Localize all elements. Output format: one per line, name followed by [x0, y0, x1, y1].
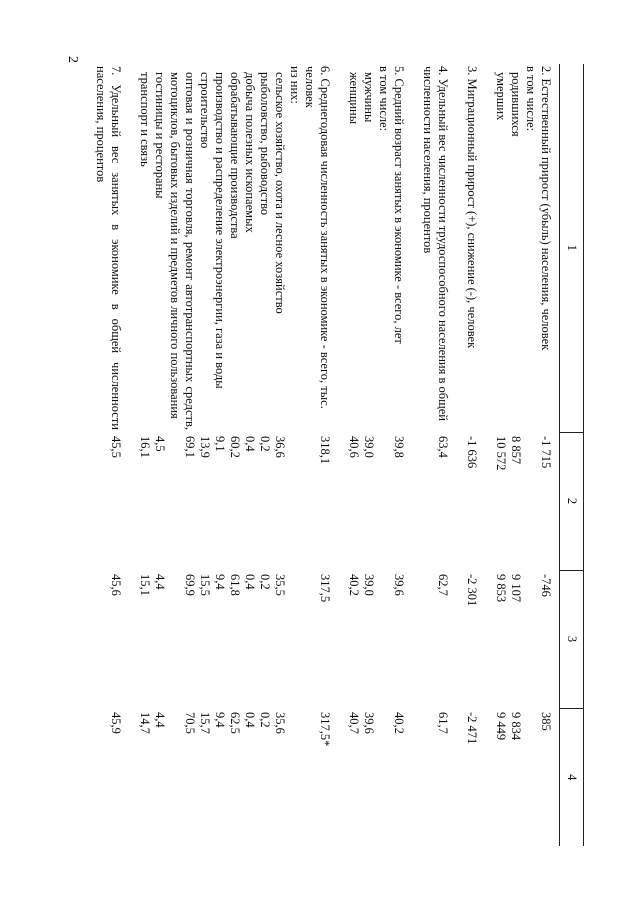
- value-col-2: 39,8: [392, 436, 406, 458]
- value-col-3: 40,2: [347, 574, 361, 596]
- row-label: мужчины: [362, 72, 376, 123]
- table-row: [287, 64, 302, 846]
- value-col-3: 4,4: [153, 574, 167, 590]
- value-col-2: [376, 432, 391, 570]
- value-col-3: 9 107: [509, 574, 523, 603]
- value-col-4: [332, 708, 346, 846]
- value-col-4: 9,4: [213, 712, 227, 728]
- row-label: строительство: [198, 72, 212, 149]
- column-header-2: 2: [560, 432, 584, 570]
- row-label: 6. Среднегодовая численность занятых в экономике - всего, тыс. человек: [303, 66, 332, 409]
- value-col-4: 385: [539, 712, 553, 731]
- row-label: женщины: [347, 72, 361, 125]
- column-header-3: 3: [560, 570, 584, 708]
- table-row: [420, 64, 450, 846]
- table-row: [508, 64, 523, 846]
- value-col-3: [406, 570, 420, 708]
- row-label: транспорт и связь: [138, 72, 152, 167]
- row-label: [479, 64, 493, 432]
- table-row: [538, 64, 560, 846]
- value-col-2: [479, 432, 493, 570]
- value-col-3: 9 853: [494, 574, 508, 603]
- value-col-4: [376, 708, 391, 846]
- value-col-2: [406, 432, 420, 570]
- table-row: [257, 64, 272, 846]
- table-row: [227, 64, 242, 846]
- table-row: [376, 64, 391, 846]
- value-col-2: 36,6: [273, 436, 287, 458]
- value-col-3: [450, 570, 464, 708]
- value-col-4: 35,6: [273, 712, 287, 734]
- table-row: [302, 64, 332, 846]
- table-row: [212, 64, 227, 846]
- page-number: 2: [65, 56, 80, 63]
- row-label: сельское хозяйство, охота и лесное хозяйство: [273, 72, 287, 314]
- value-col-4: 4,4: [153, 712, 167, 728]
- value-col-4: [123, 708, 137, 846]
- table-row: [93, 64, 123, 846]
- value-col-4: [450, 708, 464, 846]
- value-col-3: [523, 570, 538, 708]
- row-label: оптовая и розничная торговля, ремонт автотранспортных средств, мотоциклов, бытовых изделий и предметов личного пользования: [168, 72, 197, 430]
- value-col-3: [479, 570, 493, 708]
- row-label: [123, 64, 137, 432]
- value-col-4: 62,5: [228, 712, 242, 734]
- value-col-2: [123, 432, 137, 570]
- value-col-3: 317,5: [318, 574, 332, 603]
- value-col-3: 15,1: [138, 574, 152, 596]
- value-col-2: 13,9: [198, 436, 212, 458]
- value-col-4: 45,9: [109, 712, 123, 734]
- value-col-2: 63,4: [436, 436, 450, 458]
- value-col-2: [523, 432, 538, 570]
- spacer-row: [406, 64, 420, 846]
- spacer-row: [332, 64, 346, 846]
- table-row: [137, 64, 152, 846]
- value-col-4: 40,7: [347, 712, 361, 734]
- table-body: [93, 64, 560, 846]
- table-row: [361, 64, 376, 846]
- row-label: 7. Удельный вес занятых в экономике в общей численности населения, процентов: [94, 66, 123, 430]
- row-label: рыболовство, рыбоводство: [258, 72, 272, 216]
- spacer-row: [123, 64, 137, 846]
- row-label: в том числе:: [377, 66, 391, 132]
- column-header-1: 1: [560, 64, 584, 432]
- value-col-4: 0,4: [243, 712, 257, 728]
- table-row: [272, 64, 287, 846]
- value-col-3: 39,0: [362, 574, 376, 596]
- value-col-3: [332, 570, 346, 708]
- value-col-3: 62,7: [436, 574, 450, 596]
- value-col-2: 4,5: [153, 436, 167, 452]
- value-col-4: -2 471: [465, 712, 479, 745]
- spacer-row: [479, 64, 493, 846]
- row-label: 4. Удельный вес численности трудоспособного населения в общей численности населения, процентов: [421, 66, 450, 421]
- value-col-3: 0,2: [258, 574, 272, 590]
- row-label: в том числе:: [524, 66, 538, 132]
- value-col-3: 45,6: [109, 574, 123, 596]
- row-label: умерших: [494, 72, 508, 121]
- row-label: обрабатывающие производства: [228, 72, 242, 239]
- value-col-2: 8 857: [509, 436, 523, 465]
- header-row: [560, 64, 584, 846]
- value-col-2: 9,1: [213, 436, 227, 452]
- row-label: [406, 64, 420, 432]
- value-col-2: 318,1: [318, 436, 332, 465]
- value-col-4: 9 449: [494, 712, 508, 741]
- value-col-2: [287, 432, 302, 570]
- value-col-2: 0,4: [243, 436, 257, 452]
- value-col-3: -2 301: [465, 574, 479, 607]
- row-label: производство и распределение электроэнергии, газа и воды: [213, 72, 227, 389]
- value-col-4: 61,7: [436, 712, 450, 734]
- value-col-2: -1 636: [465, 436, 479, 469]
- row-label: родившихся: [509, 72, 523, 137]
- row-label: 2. Естественный прирост (убыль) населения, человек: [539, 66, 553, 351]
- value-col-2: 16,1: [138, 436, 152, 458]
- value-col-2: 39,0: [362, 436, 376, 458]
- value-col-4: 40,2: [392, 712, 406, 734]
- value-col-3: 39,6: [392, 574, 406, 596]
- value-col-4: 317,5*: [318, 712, 332, 747]
- value-col-4: [406, 708, 420, 846]
- value-col-4: [523, 708, 538, 846]
- table-row: [464, 64, 479, 846]
- value-col-4: 9 834: [509, 712, 523, 741]
- value-col-2: 60,2: [228, 436, 242, 458]
- value-col-3: 35,5: [273, 574, 287, 596]
- row-label: гостиницы и рестораны: [153, 72, 167, 199]
- value-col-2: 0,2: [258, 436, 272, 452]
- spacer-row: [450, 64, 464, 846]
- value-col-2: -1 715: [539, 436, 553, 469]
- table-row: [167, 64, 197, 846]
- value-col-3: -746: [539, 574, 553, 597]
- value-col-2: [450, 432, 464, 570]
- table-row: [346, 64, 361, 846]
- row-label: добыча полезных ископаемых: [243, 72, 257, 233]
- value-col-4: 14,7: [138, 712, 152, 734]
- table-row: [242, 64, 257, 846]
- value-col-3: 9,4: [213, 574, 227, 590]
- value-col-3: 0,4: [243, 574, 257, 590]
- value-col-3: 69,9: [183, 574, 197, 596]
- value-col-2: 10 572: [494, 436, 508, 471]
- value-col-2: 45,5: [109, 436, 123, 458]
- value-col-4: [287, 708, 302, 846]
- table-row: [523, 64, 538, 846]
- value-col-2: 40,6: [347, 436, 361, 458]
- column-header-4: 4: [560, 708, 584, 846]
- value-col-4: [479, 708, 493, 846]
- value-col-3: 61,8: [228, 574, 242, 596]
- value-col-4: 15,7: [198, 712, 212, 734]
- statistics-table-container: [94, 64, 584, 846]
- value-col-3: [376, 570, 391, 708]
- value-col-2: 69,1: [183, 436, 197, 458]
- value-col-4: 0,2: [258, 712, 272, 728]
- value-col-3: [287, 570, 302, 708]
- table-row: [493, 64, 508, 846]
- row-label: [332, 64, 346, 432]
- statistics-table: [93, 64, 584, 846]
- row-label: 3. Миграционный прирост (+), снижение (-), человек: [465, 66, 479, 349]
- table-row: [152, 64, 167, 846]
- row-label: из них:: [288, 66, 302, 104]
- value-col-3: [123, 570, 137, 708]
- table-row: [391, 64, 406, 846]
- value-col-4: 70,5: [183, 712, 197, 734]
- value-col-3: 15,5: [198, 574, 212, 596]
- table-row: [197, 64, 212, 846]
- value-col-4: 39,6: [362, 712, 376, 734]
- row-label: [450, 64, 464, 432]
- row-label: 5. Средний возраст занятых в экономике - всего, лет: [392, 66, 406, 344]
- value-col-2: [332, 432, 346, 570]
